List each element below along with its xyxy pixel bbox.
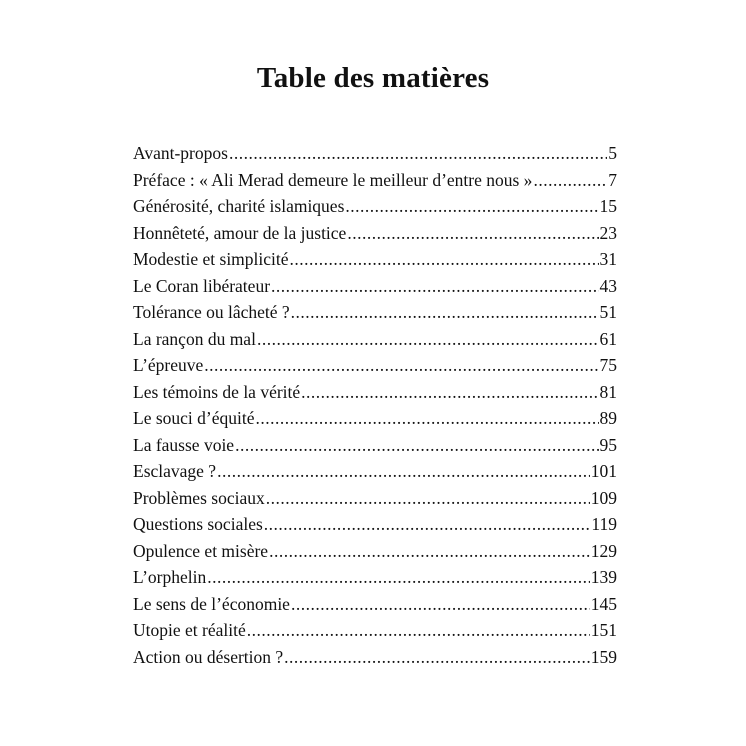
dot-leader <box>235 432 598 459</box>
toc-entry-page: 101 <box>590 461 617 481</box>
toc-entry-page: 139 <box>590 567 617 587</box>
toc-entry <box>133 591 617 618</box>
page-title: Table des matières <box>256 62 490 94</box>
toc-entry-page: 145 <box>590 593 617 614</box>
toc-entry-title: Honnêteté, amour de la justice <box>133 222 347 243</box>
toc-entry-title: Action ou désertion ? <box>133 646 284 667</box>
toc-entry-title: Le souci d’équité <box>133 408 255 428</box>
toc-entry-title: Générosité, charité islamiques <box>133 196 345 216</box>
toc-entry-page: 15 <box>599 196 617 216</box>
toc-entry-title: Questions sociales <box>133 514 263 534</box>
toc-entry <box>133 432 617 459</box>
toc-entry <box>133 405 617 432</box>
toc-entry <box>133 167 617 194</box>
dot-leader <box>264 511 591 538</box>
dot-leader <box>347 220 598 247</box>
toc-entry-page: 129 <box>590 540 617 561</box>
dot-leader <box>271 273 598 300</box>
toc-entry-page: 51 <box>599 302 617 322</box>
toc-entry <box>133 352 617 379</box>
dot-leader <box>229 140 607 167</box>
toc-entry-title: L’épreuve <box>133 355 204 375</box>
toc-entry-title: Utopie et réalité <box>133 620 246 640</box>
toc-entry-page: 81 <box>599 381 617 402</box>
toc-entry-page: 159 <box>590 646 617 667</box>
toc-entry <box>133 220 617 247</box>
table-of-contents <box>133 140 617 670</box>
toc-entry <box>133 193 617 220</box>
toc-entry-title: Les témoins de la vérité <box>133 381 301 402</box>
toc-entry <box>133 485 617 512</box>
toc-entry-title: La rançon du mal <box>133 328 256 349</box>
dot-leader <box>284 644 590 671</box>
dot-leader <box>257 326 599 353</box>
toc-entry <box>133 246 617 273</box>
toc-entry <box>133 299 617 326</box>
toc-entry-page: 109 <box>590 487 617 508</box>
toc-entry-title: Le sens de l’économie <box>133 593 290 614</box>
toc-entry <box>133 564 617 591</box>
dot-leader <box>266 485 590 512</box>
dot-leader <box>533 167 607 194</box>
toc-entry <box>133 644 617 671</box>
toc-entry-page: 89 <box>599 408 617 428</box>
toc-entry <box>133 379 617 406</box>
toc-entry-page: 7 <box>608 169 617 190</box>
toc-entry-page: 75 <box>599 355 617 375</box>
toc-entry <box>133 458 617 485</box>
toc-entry-title: Tolérance ou lâcheté ? <box>133 302 290 322</box>
dot-leader <box>247 617 590 644</box>
dot-leader <box>291 299 599 326</box>
dot-leader <box>207 564 590 591</box>
toc-entry-title: Préface : « Ali Merad demeure le meilleur d’entre nous » <box>133 169 533 190</box>
toc-entry-page: 5 <box>608 143 617 163</box>
toc-entry-title: Problèmes sociaux <box>133 487 265 508</box>
toc-entry-page: 31 <box>599 249 617 269</box>
toc-entry-page: 23 <box>599 222 617 243</box>
dot-leader <box>345 193 598 220</box>
toc-entry-title: Esclavage ? <box>133 461 217 481</box>
toc-entry-page: 43 <box>599 275 617 296</box>
dot-leader <box>291 591 590 618</box>
toc-entry-title: Le Coran libérateur <box>133 275 271 296</box>
toc-entry-page: 151 <box>590 620 617 640</box>
toc-entry <box>133 140 617 167</box>
toc-entry-page: 95 <box>599 434 617 455</box>
dot-leader <box>301 379 598 406</box>
dot-leader <box>269 538 590 565</box>
toc-entry <box>133 511 617 538</box>
toc-entry <box>133 538 617 565</box>
toc-entry-title: L’orphelin <box>133 567 207 587</box>
toc-entry-title: Modestie et simplicité <box>133 249 289 269</box>
toc-entry <box>133 326 617 353</box>
toc-entry-title: Avant-propos <box>133 143 228 163</box>
toc-entry <box>133 273 617 300</box>
toc-entry-page: 61 <box>599 328 617 349</box>
toc-entry-title: La fausse voie <box>133 434 235 455</box>
dot-leader <box>204 352 598 379</box>
dot-leader <box>217 458 590 485</box>
toc-entry <box>133 617 617 644</box>
toc-entry-page: 119 <box>591 514 617 534</box>
dot-leader <box>255 405 598 432</box>
toc-entry-title: Opulence et misère <box>133 540 269 561</box>
dot-leader <box>290 246 599 273</box>
